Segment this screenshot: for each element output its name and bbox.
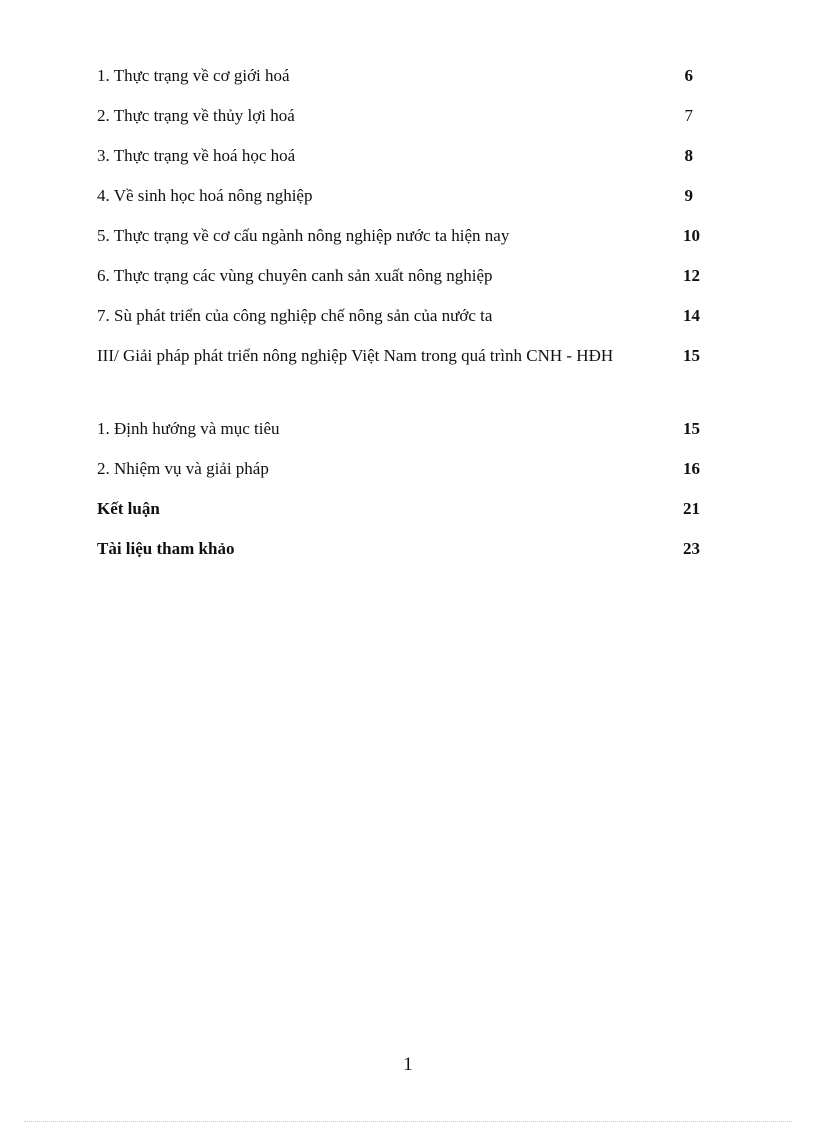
toc-entry-page: 15 (683, 419, 700, 438)
toc-entry-page: 8 (684, 146, 693, 165)
toc-entry-title: 5. Thực trạng về cơ cấu ngành nông nghiệp nước ta hiện nay (97, 226, 510, 245)
toc-entry-title: 1. Thực trạng về cơ giới hoá (97, 66, 290, 85)
toc-entry-title: Tài liệu tham khảo (97, 539, 235, 558)
table-of-contents (97, 60, 700, 573)
toc-entry-title: III/ Giải pháp phát triển nông nghiệp Việt Nam trong quá trình CNH - HĐH (97, 346, 614, 365)
toc-entry-title: 2. Thực trạng về thủy lợi hoá (97, 106, 295, 125)
page-bottom-divider (24, 1121, 792, 1122)
toc-entry-title: 6. Thực trạng các vùng chuyên canh sản xuất nông nghiệp (97, 266, 493, 285)
toc-entry-page: 21 (683, 499, 700, 518)
toc-entry (97, 140, 700, 180)
toc-entry-conclusion (97, 493, 700, 533)
toc-entry-page: 16 (683, 459, 700, 478)
toc-entry-title: 1. Định hướng và mục tiêu (97, 419, 280, 438)
toc-entry-page: 12 (683, 266, 700, 285)
page-number: 1 (403, 1054, 413, 1075)
toc-entry-title: 2. Nhiệm vụ và giải pháp (97, 459, 269, 478)
toc-entry (97, 60, 700, 100)
toc-entry-page: 14 (683, 306, 700, 325)
toc-entry-title: Kết luận (97, 499, 160, 518)
toc-entry-title: 7. Sù phát triển của công nghiệp chế nông sản của nước ta (97, 306, 493, 325)
toc-entry-page: 7 (684, 106, 693, 125)
toc-entry (97, 453, 700, 493)
toc-entry-page: 6 (684, 66, 693, 85)
toc-entry-page: 9 (684, 186, 693, 205)
toc-entry-page: 15 (683, 346, 700, 365)
toc-entry-page: 23 (683, 539, 700, 558)
toc-entry (97, 260, 700, 300)
toc-entry-references (97, 533, 700, 573)
toc-entry (97, 100, 700, 140)
toc-entry-title: 3. Thực trạng về hoá học hoá (97, 146, 296, 165)
toc-entry-page: 10 (683, 226, 700, 245)
toc-entry (97, 180, 700, 220)
toc-entry-title: 4. Về sinh học hoá nông nghiệp (97, 186, 313, 205)
toc-entry (97, 413, 700, 453)
toc-entry (97, 220, 700, 260)
toc-entry (97, 300, 700, 340)
toc-entry (97, 340, 700, 413)
